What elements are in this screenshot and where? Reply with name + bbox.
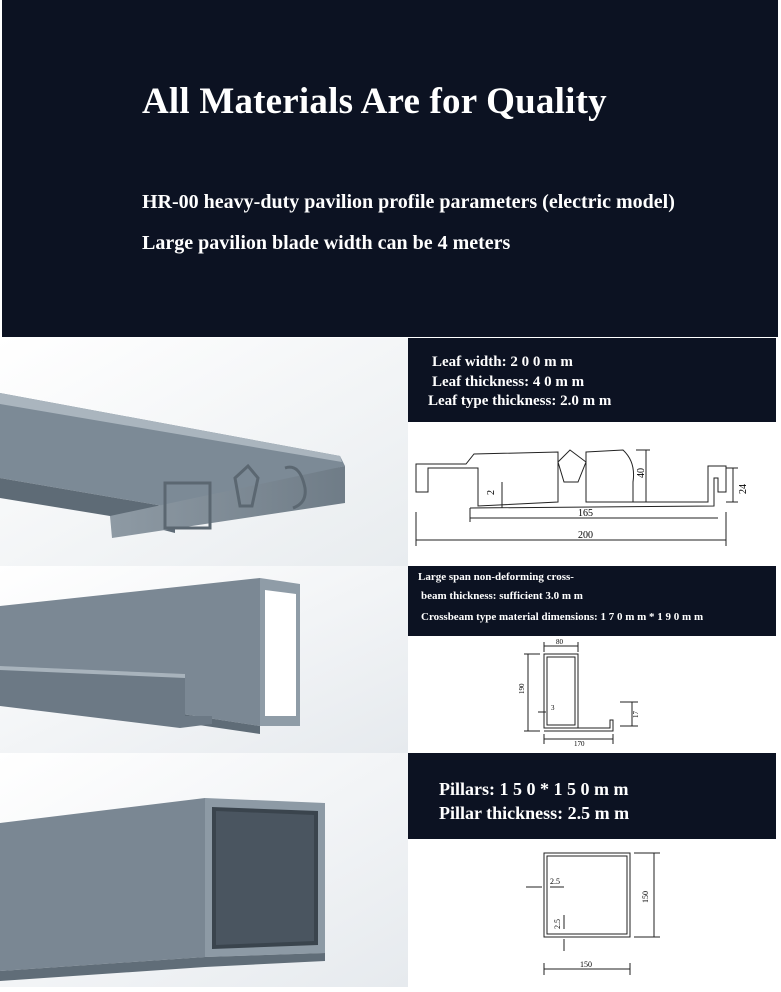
pillar-drawing	[408, 839, 776, 987]
crossbeam-spec-line-1: Large span non-deforming cross-	[418, 571, 574, 583]
crossbeam-thickness-spec: beam thickness: sufficient 3.0 m m	[421, 590, 583, 602]
pillar-size-spec: Pillars: 1 5 0 * 1 5 0 m m	[439, 779, 629, 799]
leaf-drawing	[408, 422, 776, 566]
leaf-thickness-spec: Leaf thickness: 4 0 m m	[432, 374, 585, 390]
leaf-spec-panel	[408, 338, 776, 422]
pillar-spec-panel	[408, 753, 776, 839]
leaf-profile-photo	[0, 338, 408, 566]
crossbeam-dim-top: 80	[556, 638, 563, 646]
leaf-dim-end-height: 24	[738, 484, 749, 494]
pillar-dim-wall-top: 2.5	[550, 877, 560, 886]
leaf-width-spec: Leaf width: 2 0 0 m m	[432, 354, 573, 370]
crossbeam-dim-thickness: 3	[551, 704, 555, 712]
pillar-dim-wall-side: 2.5	[553, 919, 562, 929]
crossbeam-dim-bottom: 170	[574, 740, 585, 748]
leaf-dim-total-width: 200	[578, 530, 593, 541]
crossbeam-spec-panel	[408, 566, 776, 636]
crossbeam-dim-height: 190	[518, 683, 526, 694]
crossbeam-drawing	[408, 636, 776, 753]
leaf-dim-height: 40	[636, 468, 647, 478]
leaf-dim-thickness: 2	[486, 490, 497, 495]
pillar-dim-height: 150	[641, 891, 650, 903]
page-title: All Materials Are for Quality	[142, 81, 607, 122]
leaf-type-thickness-spec: Leaf type thickness: 2.0 m m	[428, 393, 612, 409]
pillar-thickness-spec: Pillar thickness: 2.5 m m	[439, 803, 630, 823]
crossbeam-dim-lip: 17	[632, 711, 640, 718]
pillar-photo	[0, 753, 408, 987]
hero-banner	[2, 0, 778, 337]
pillar-dim-width: 150	[580, 960, 592, 969]
hero-subtitle: HR-00 heavy-duty pavilion profile parameters (electric model) Large pavilion blade width can be 4 meters	[142, 191, 675, 254]
crossbeam-dimensions-spec: Crossbeam type material dimensions: 1 7 0 m m * 1 9 0 m m	[421, 611, 704, 623]
leaf-dim-inner-width: 165	[578, 508, 593, 519]
crossbeam-photo	[0, 566, 408, 753]
